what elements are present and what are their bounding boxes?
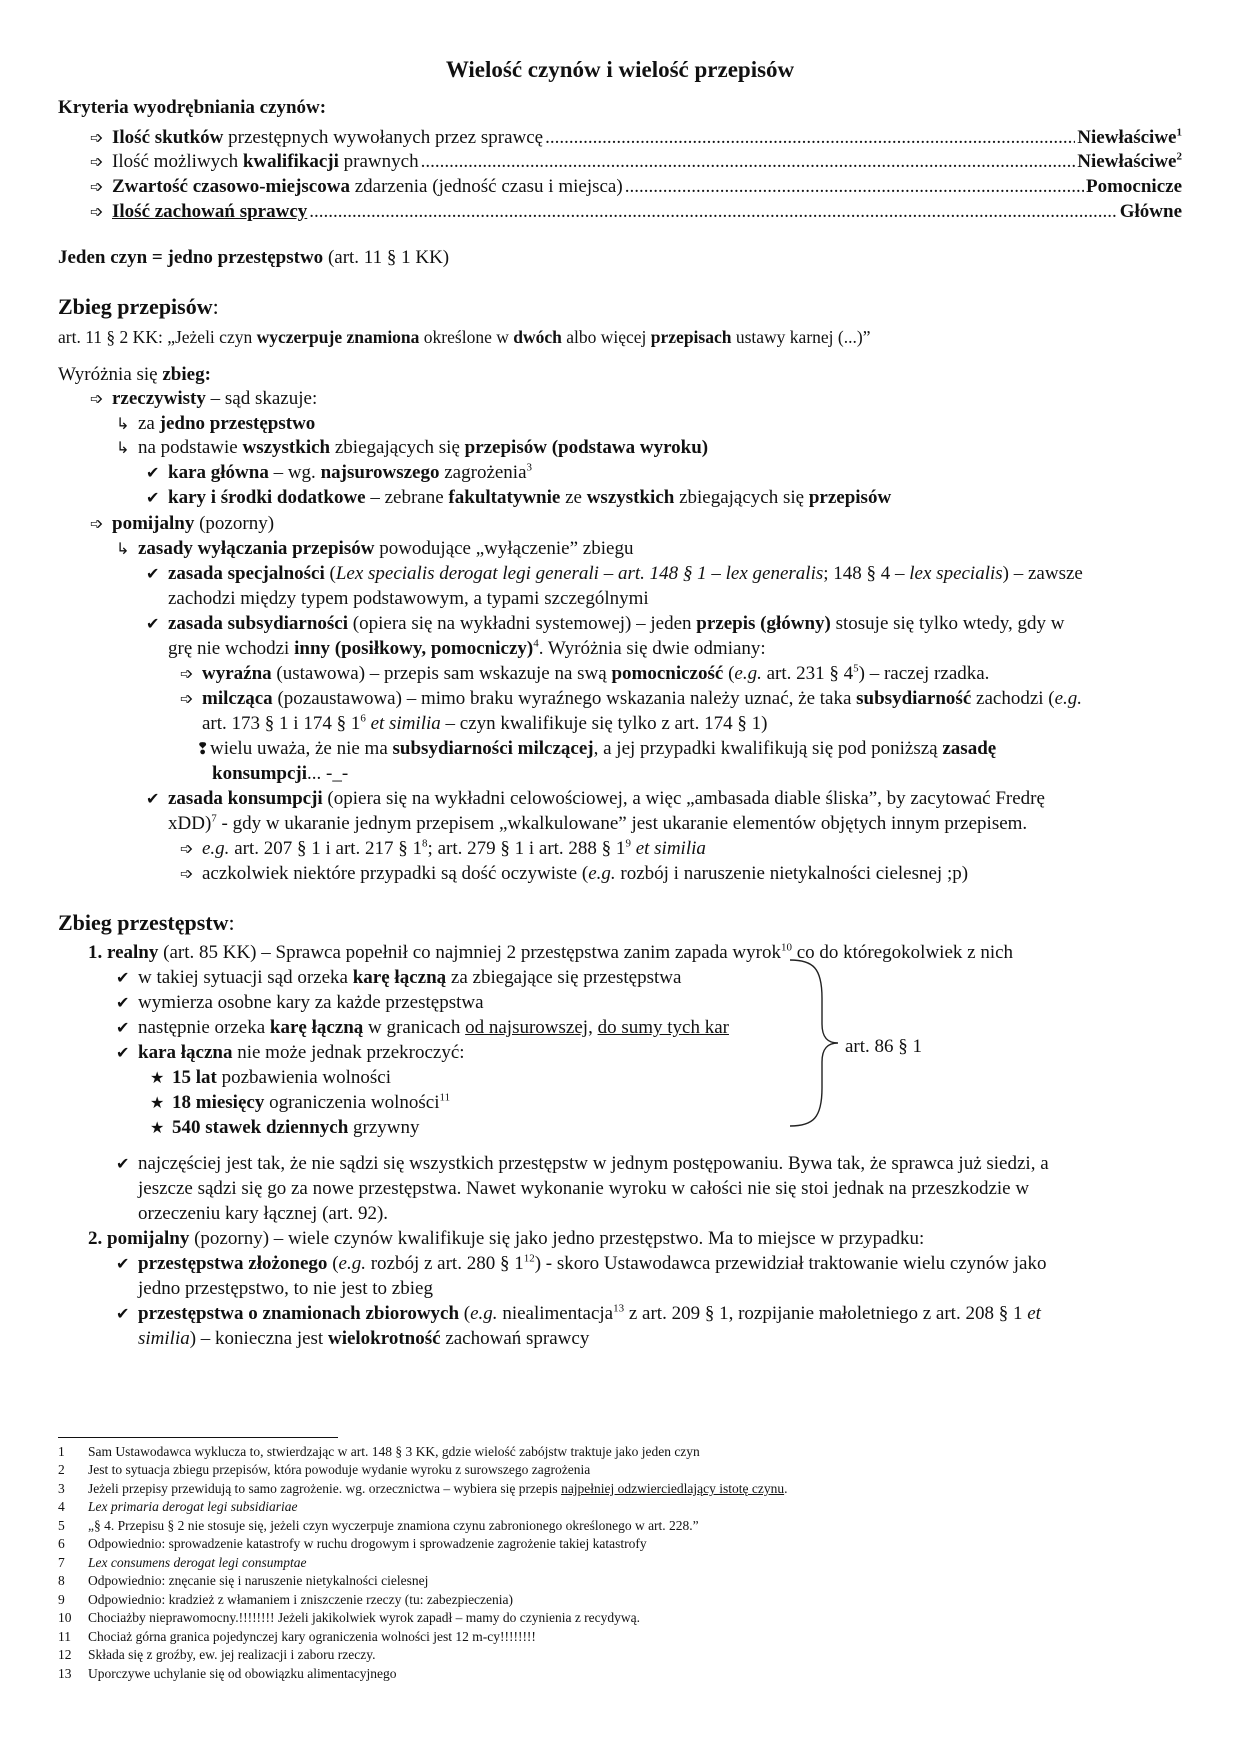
text: art. 231 § 4 [761, 663, 854, 684]
text-italic: e.g. [734, 663, 762, 684]
footnote-ref: 11 [439, 1091, 451, 1104]
text: ( [327, 1253, 339, 1274]
text: (opiera się na wykładni systemowej) – jeden [348, 613, 697, 634]
footnote-ref: 10 [780, 941, 792, 954]
dot-leader [625, 174, 1084, 199]
text: - gdy w ukaranie jednym przepisem „wkalkulowane” jest ukaranie elementów objętych innym przepisem. [216, 813, 1028, 834]
jeden-czyn-bold: Jeden czyn = jedno przestępstwo [58, 247, 324, 268]
text-bold: rzeczywisty [112, 388, 206, 409]
text-bold: pomijalny [112, 513, 195, 534]
footnote-ref: 9 [625, 837, 631, 850]
najczesciej-line [116, 1151, 1049, 1176]
footnote-number: 8 [58, 1573, 65, 1588]
check-icon: ✔ [146, 789, 160, 808]
text-italic: e.g. [1054, 688, 1083, 709]
quote-bold: przepisach [650, 327, 732, 347]
quote-bold: dwóch [513, 327, 562, 347]
quote-text: albo więcej [561, 327, 651, 347]
text: art. 173 § 1 i 174 § 1 [202, 713, 361, 734]
jeden-czyn-ref: (art. 11 § 1 KK) [323, 247, 450, 268]
text-italic: lex specialis [909, 563, 1003, 584]
text-bold: zasada subsydiarności [168, 613, 349, 634]
text-italic: et [1027, 1303, 1041, 1324]
limit-item-2 [150, 1090, 450, 1115]
footnote-8 [58, 1573, 428, 1590]
criteria-heading: Kryteria wyodrębniania czynów: [58, 97, 327, 118]
wielu-uwaza-line [196, 736, 996, 761]
arrow-icon: ➩ [90, 514, 104, 533]
footnote-12 [58, 1647, 375, 1664]
footnote-text: Lex primaria derogat legi subsidiariae [88, 1499, 298, 1514]
check-icon: ✔ [116, 1304, 130, 1323]
text: – wg. [268, 462, 321, 483]
criteria-item-3 [90, 174, 1182, 199]
arrow-icon: ➩ [180, 839, 194, 858]
criteria-item-1 [90, 125, 1182, 150]
quote-bold: wyczerpuje znamiona [256, 327, 420, 347]
footnote-text: „§ 4. Przepisu § 2 nie stosuje się, jeżeli czyn wyczerpuje znamiona czynu zabronionego określonego w art. 228.” [88, 1518, 699, 1533]
criteria-result: Niewłaściwe [1077, 127, 1177, 148]
turn-arrow-icon: ↳ [116, 438, 130, 457]
footnote-ref: 2 [1176, 150, 1182, 163]
footnote-number: 12 [58, 1647, 72, 1662]
realny-item-3 [116, 1015, 729, 1040]
criteria-item-text: prawnych [338, 151, 419, 172]
text: ) - skoro Ustawodawca przewidział traktowanie wielu czynów jako [534, 1253, 1047, 1274]
text: Wyróżnia się [58, 364, 163, 385]
text-italic: e.g. [338, 1253, 366, 1274]
text-bold: zasada konsumpcji [168, 788, 323, 809]
wyrazna-line [180, 661, 989, 686]
footnote-ref: 5 [853, 662, 859, 675]
star-icon: ★ [150, 1093, 165, 1112]
criteria-item-text: Ilość możliwych [112, 151, 243, 172]
arrow-icon: ➩ [90, 128, 104, 147]
check-icon: ✔ [146, 614, 160, 633]
text-bold: jedno przestępstwo [159, 413, 316, 434]
criteria-item-bold: Ilość zachowań sprawcy [112, 201, 308, 222]
text: ( [459, 1303, 471, 1324]
milczaca-line-2 [202, 711, 767, 736]
criteria-item-2 [90, 149, 1182, 174]
footnote-3 [58, 1481, 787, 1498]
text-bold: pomocniczość [611, 663, 724, 684]
text-italic: et similia [630, 838, 706, 859]
text: – sąd skazuje: [205, 388, 318, 409]
quote-text: ustawy karnej (...)” [731, 327, 871, 347]
brace-label: art. 86 § 1 [845, 1036, 923, 1057]
text-bold: przepis (główny) [696, 613, 831, 634]
pomijalny-przestepstw-line [88, 1226, 924, 1251]
text: zbiegających się [330, 437, 465, 458]
limit-item-1 [150, 1065, 391, 1090]
text-bold: kara główna [168, 462, 269, 483]
text: – czyn kwalifikuje się tylko z art. 174 § 1) [440, 713, 768, 734]
text-bold: kara łączna [138, 1042, 233, 1063]
footnote-10 [58, 1610, 640, 1627]
realny-line [88, 940, 1013, 965]
text: zagrożenia [439, 462, 527, 483]
text: . Wyróżnia się dwie odmiany: [538, 638, 766, 659]
footnote-7 [58, 1555, 306, 1572]
check-icon: ✔ [116, 1018, 130, 1037]
text-bold: inny (posiłkowy, pomocniczy) [294, 638, 534, 659]
text: wymierza osobne kary za każde przestępstwa [138, 992, 484, 1013]
text-bold: subsydiarność [856, 688, 972, 709]
text: grzywny [348, 1117, 420, 1138]
text: najczęściej jest tak, że nie sądzi się wszystkich przestępstw w jednym postępowaniu. Bywa tak, że sprawca już siedzi, a [138, 1153, 1049, 1174]
text-bold: karę łączną [269, 1017, 364, 1038]
text: ; 148 § 4 – [823, 563, 910, 584]
text: wielu uważa, że nie ma [210, 738, 393, 759]
text-bold: karę łączną [352, 967, 447, 988]
text: nie może jednak przekroczyć: [232, 1042, 465, 1063]
footnote-text: Sam Ustawodawca wyklucza to, stwierdzając w art. 148 § 3 KK, gdzie wielość zabójstw traktuje jako jeden czyn [88, 1444, 700, 1459]
jeden-czyn-line [58, 245, 449, 270]
text-bold: zasada specjalności [168, 563, 325, 584]
check-icon: ✔ [146, 463, 160, 482]
example-line [180, 836, 706, 861]
footnote-number: 3 [58, 1481, 65, 1496]
text-bold: subsydiarności milczącej [392, 738, 594, 759]
text: rozbój z art. 280 § 1 [365, 1253, 524, 1274]
text-bold: zbieg: [162, 364, 211, 385]
text: co do któregokolwiek z nich [791, 942, 1014, 963]
text-bold: wszystkich [242, 437, 331, 458]
text-bold: fakultatywnie [448, 487, 561, 508]
footnote-number: 7 [58, 1555, 65, 1570]
footnote-ref: 12 [523, 1252, 535, 1265]
arrow-icon: ➩ [90, 152, 104, 171]
text: ; art. 279 § 1 i art. 288 § 1 [427, 838, 626, 859]
criteria-result: Niewłaściwe [1077, 151, 1177, 172]
text-bold: zasady wyłączania przepisów [138, 538, 375, 559]
criteria-item-text: zdarzenia (jedność czasu i miejsca) [349, 176, 623, 197]
text-italic: e.g. [202, 838, 230, 859]
text-bold: pomijalny [107, 1228, 190, 1249]
text: ... -_- [307, 763, 349, 784]
footnote-number: 9 [58, 1592, 65, 1607]
heading-colon: : [228, 910, 235, 935]
skazuje-item-1 [116, 411, 315, 436]
text: (ustawowa) – przepis sam wskazuje na swą [271, 663, 612, 684]
dot-leader [309, 199, 1117, 224]
text-underline: od najsurowszej [465, 1017, 589, 1038]
criteria-item-text: przestępnych wywołanych przez sprawcę [223, 127, 544, 148]
zasada-subsydiarnosci-line-2 [168, 636, 766, 661]
check-icon: ✔ [116, 968, 130, 987]
text-bold: przestępstwa złożonego [138, 1253, 328, 1274]
text-bold: wyraźna [202, 663, 272, 684]
criteria-item-bold: kwalifikacji [242, 151, 339, 172]
realny-item-4 [116, 1040, 465, 1065]
text: rozbój i naruszenie nietykalności cielesnej ;p) [615, 863, 969, 884]
footnote-ref: 1 [1176, 126, 1182, 139]
check-icon: ✔ [146, 488, 160, 507]
limit-item-3 [150, 1115, 420, 1140]
text-italic: et similia [365, 713, 441, 734]
text: , [588, 1017, 598, 1038]
text-bold: milcząca [202, 688, 273, 709]
text: art. 207 § 1 i art. 217 § 1 [229, 838, 423, 859]
zlozone-line [116, 1251, 1046, 1276]
criteria-result: Pomocnicze [1085, 176, 1182, 197]
znamiona-line-2 [138, 1326, 589, 1351]
znamiona-line [116, 1301, 1041, 1326]
text: (pozorny) [194, 513, 275, 534]
footnote-text: Odpowiednio: znęcanie się i naruszenie nietykalności cielesnej [88, 1573, 429, 1588]
turn-arrow-icon: ↳ [116, 539, 130, 558]
arrow-icon: ➩ [180, 689, 194, 708]
text-underline: do sumy tych kar [597, 1017, 729, 1038]
text: niealimentacja [497, 1303, 614, 1324]
skazuje-item-2 [116, 435, 708, 460]
text-bold: kary i środki dodatkowe [168, 487, 366, 508]
arrow-icon: ➩ [180, 664, 194, 683]
text: xDD) [168, 813, 212, 834]
check-icon: ✔ [116, 1154, 130, 1173]
text: pozbawienia wolności [216, 1067, 391, 1088]
star-icon: ★ [150, 1068, 165, 1087]
footnote-number: 10 [58, 1610, 72, 1625]
zasady-wylaczania-line [116, 536, 633, 561]
zasada-konsumpcji-line-2 [168, 811, 1027, 836]
criteria-result: Główne [1119, 201, 1182, 222]
footnote-6 [58, 1536, 647, 1553]
check-icon: ✔ [116, 1254, 130, 1273]
footnote-13 [58, 1666, 397, 1683]
milczaca-line [180, 686, 1082, 711]
text: za [138, 413, 160, 434]
footnote-text: Jeżeli przepisy przewidują to samo zagrożenie. wg. orzecznictwa – wybiera się przepis [88, 1481, 562, 1496]
text-italic: e.g. [470, 1303, 498, 1324]
realny-item-2 [116, 990, 484, 1015]
criteria-item-bold: Zwartość czasowo-miejscowa [112, 176, 350, 197]
check-icon: ✔ [116, 993, 130, 1012]
footnote-ref: 4 [533, 637, 539, 650]
text: ( [723, 663, 735, 684]
zlozone-line-2: jedno przestępstwo, to nie jest to zbieg [138, 1278, 433, 1299]
footnote-ref: 13 [613, 1302, 625, 1315]
list-number: 2. [88, 1228, 107, 1249]
footnote-1 [58, 1444, 700, 1461]
text: grę nie wchodzi [168, 638, 295, 659]
text-bold: 15 lat [172, 1067, 217, 1088]
footnote-text: Chociaż górna granica pojedynczej kary ograniczenia wolności jest 12 m-cy!!!!!!!! [88, 1629, 536, 1644]
heading-colon: : [212, 294, 219, 319]
footnote-text: Składa się z groźby, ew. jej realizacji i zaboru rzeczy. [88, 1647, 376, 1662]
dot-leader [421, 149, 1076, 174]
text: stosuje się tylko wtedy, gdy w [830, 613, 1065, 634]
text: (art. 85 KK) – Sprawca popełnił co najmniej 2 przestępstwa zanim zapada wyrok [158, 942, 781, 963]
text: na podstawie [138, 437, 243, 458]
text-bold: realny [107, 942, 159, 963]
wielu-uwaza-line-2 [212, 761, 348, 786]
text: ograniczenia wolności [264, 1092, 440, 1113]
footnote-5 [58, 1518, 699, 1535]
section-heading-zbieg-przepisow [58, 294, 219, 319]
text: (opiera się na wykładni celowościowej, a więc „ambasada diable śliska”, by zacytować Fredrę [322, 788, 1045, 809]
footnote-text: Odpowiednio: kradzież z włamaniem i zniszczenie rzeczy (tu: zabezpieczenia) [88, 1592, 514, 1607]
footnote-ref: 8 [422, 837, 428, 850]
text: zbiegających się [674, 487, 809, 508]
footnote-4 [58, 1499, 298, 1516]
footnote-number: 1 [58, 1444, 65, 1459]
text-bold: zasadę [942, 738, 997, 759]
footnote-number: 5 [58, 1518, 65, 1533]
section-heading-zbieg-przestepstw [58, 910, 235, 935]
pomijalny-line [90, 511, 274, 536]
footnote-text: . [784, 1481, 788, 1496]
zasada-specjalnosci-line-2: zachodzi między typem podstawowym, a typami szczególnymi [168, 588, 649, 609]
text-bold: 18 miesięcy [172, 1092, 265, 1113]
quote-text: art. 11 § 2 KK: „Jeżeli czyn [58, 327, 257, 347]
text-italic: e.g. [588, 863, 616, 884]
arrow-icon: ➩ [90, 389, 104, 408]
text-bold: najsurowszego [320, 462, 440, 483]
text: aczkolwiek niektóre przypadki są dość oczywiste ( [202, 863, 589, 884]
text: za zbiegające się przestępstwa [446, 967, 682, 988]
quote-text: określone w [419, 327, 514, 347]
turn-arrow-icon: ↳ [116, 414, 130, 433]
star-icon: ★ [150, 1118, 165, 1137]
footnote-number: 2 [58, 1462, 65, 1477]
text: zachodzi ( [971, 688, 1055, 709]
footnote-text: Odpowiednio: sprowadzenie katastrofy w ruchu drogowym i sprowadzenie zagrożenie takiej katastrofy [88, 1536, 647, 1551]
text: powodujące „wyłączenie” zbiegu [374, 538, 634, 559]
footnote-number: 6 [58, 1536, 65, 1551]
arrow-icon: ➩ [90, 177, 104, 196]
text: ) – raczej rzadka. [858, 663, 990, 684]
najczesciej-line-2: jeszcze sądzi się go za nowe przestępstwa. Nawet wykonanie wyroku w całości nie się stoi jednak na przeszkodzie w [138, 1178, 1030, 1199]
text: ze [560, 487, 587, 508]
footnote-text: Uporczywe uchylanie się od obowiązku alimentacyjnego [88, 1666, 397, 1681]
wyroznia-line [58, 362, 211, 387]
text: następnie orzeka [138, 1017, 270, 1038]
curly-brace [788, 958, 848, 1128]
arrow-icon: ➩ [90, 202, 104, 221]
zasada-specjalnosci-line [146, 561, 1083, 586]
text: w granicach [363, 1017, 466, 1038]
arrow-icon: ➩ [180, 864, 194, 883]
criteria-item-bold: Ilość skutków [112, 127, 224, 148]
text: w takiej sytuacji sąd orzeka [138, 967, 353, 988]
text: ( [324, 563, 336, 584]
footnote-number: 13 [58, 1666, 72, 1681]
najczesciej-line-3: orzeczeniu kary łącznej (art. 92). [138, 1203, 389, 1224]
heading-text: Zbieg przepisów [58, 294, 213, 319]
art-11-quote [58, 325, 870, 350]
page-title: Wielość czynów i wielość przepisów [445, 57, 795, 82]
text: zachowań sprawcy [440, 1328, 590, 1349]
footnote-ref: 6 [360, 712, 366, 725]
footnote-text: Jest to sytuacja zbiegu przepisów, która powoduje wydanie wyroku z surowszego zagrożenia [88, 1462, 591, 1477]
kary-dodatkowe-line [146, 485, 891, 510]
text: ) – konieczna jest [189, 1328, 328, 1349]
heading-text: Zbieg przestępstw [58, 910, 229, 935]
footnote-ref: 7 [211, 812, 217, 825]
zasada-subsydiarnosci-line [146, 611, 1064, 636]
footnote-2 [58, 1462, 590, 1479]
text-bold: przepisów (podstawa wyroku) [464, 437, 709, 458]
text-bold: 540 stawek dziennych [172, 1117, 349, 1138]
aczkolwiek-line [180, 861, 968, 886]
footnote-9 [58, 1592, 513, 1609]
text: (pozaustawowa) – mimo braku wyraźnego wskazania należy uznać, że taka [272, 688, 857, 709]
text: ) – zawsze [1002, 563, 1083, 584]
footnote-text: Chociażby nieprawomocny.!!!!!!!! Jeżeli jakikolwiek wyrok zapadł – mamy do czynienia z recydywą. [88, 1610, 641, 1625]
footnote-number: 4 [58, 1499, 65, 1514]
text: (pozorny) – wiele czynów kwalifikuje się jako jedno przestępstwo. Ma to miejsce w przypadku: [189, 1228, 925, 1249]
text-bold: konsumpcji [212, 763, 308, 784]
check-icon: ✔ [146, 564, 160, 583]
text-bold: wielokrotność [327, 1328, 441, 1349]
footnote-text-underline: najpełniej odzwierciedlający istotę czynu [561, 1481, 785, 1496]
text: , a jej przypadki kwalifikują się pod poniższą [593, 738, 943, 759]
zasada-konsumpcji-line [146, 786, 1045, 811]
list-number: 1. [88, 942, 107, 963]
text-italic: Lex specialis derogat legi generali – art. 148 § 1 – lex generalis [335, 563, 824, 584]
text: z art. 209 § 1, rozpijanie małoletniego z art. 208 § 1 [624, 1303, 1028, 1324]
check-icon: ✔ [116, 1043, 130, 1062]
criteria-item-4 [90, 199, 1182, 224]
text: – zebrane [365, 487, 449, 508]
footnote-text: Lex consumens derogat legi consumptae [88, 1555, 307, 1570]
text-italic: similia [138, 1328, 190, 1349]
kara-glowna-line [146, 460, 532, 485]
footnote-separator [58, 1437, 338, 1438]
text-bold: wszystkich [586, 487, 675, 508]
rzeczywisty-line [90, 386, 317, 411]
text-bold: przestępstwa o znamionach zbiorowych [138, 1303, 460, 1324]
footnote-ref: 3 [526, 461, 533, 474]
realny-item-1 [116, 965, 681, 990]
footnote-number: 11 [58, 1629, 71, 1644]
text-bold: przepisów [808, 487, 892, 508]
exclamation-icon: ❢ [196, 739, 210, 758]
footnote-11 [58, 1629, 536, 1646]
dot-leader [545, 125, 1075, 150]
